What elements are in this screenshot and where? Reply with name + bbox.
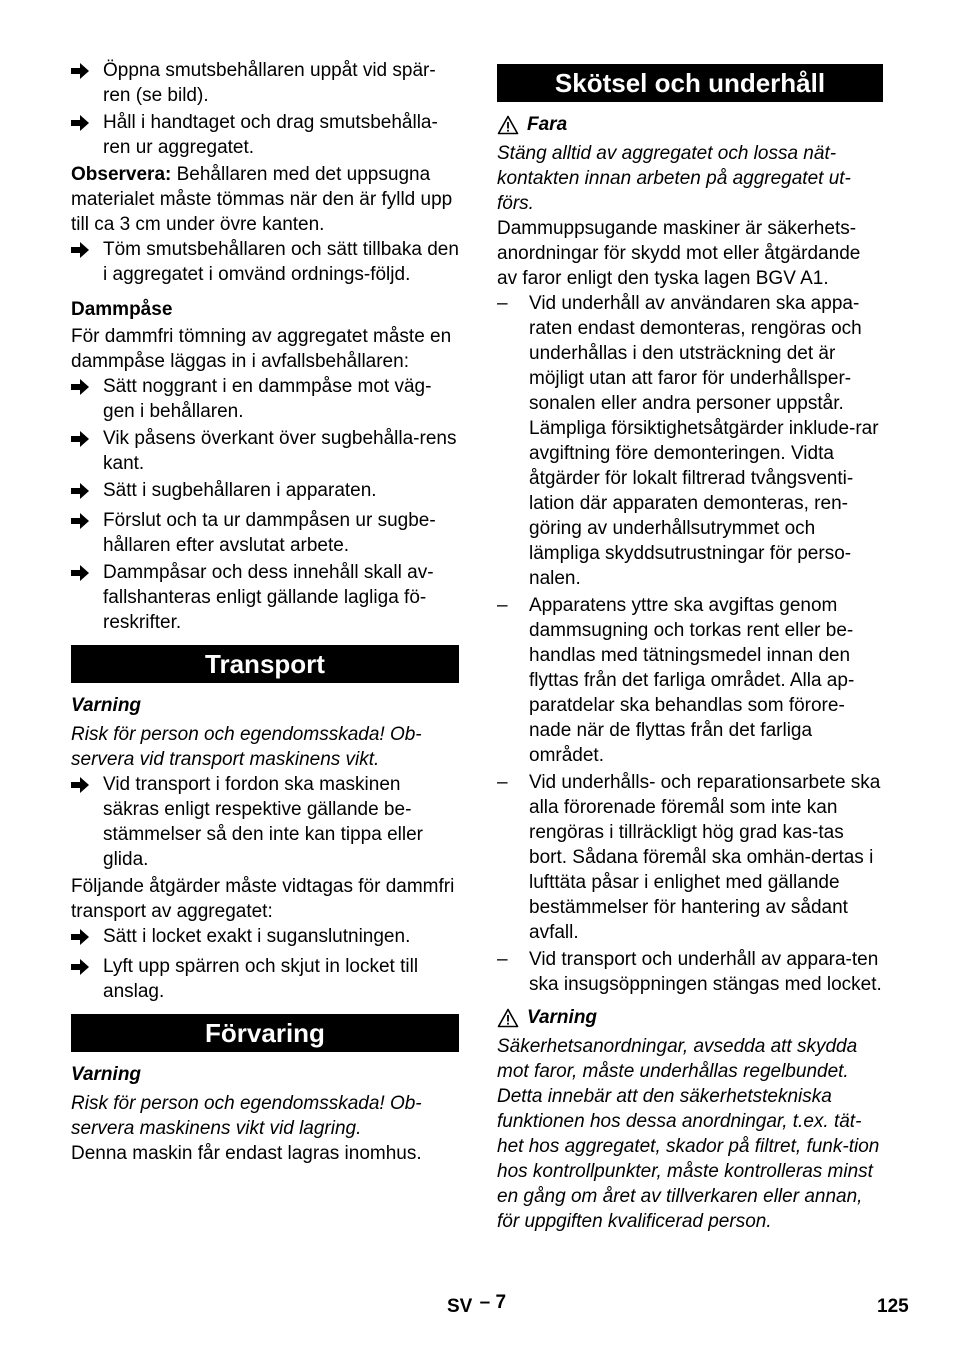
dash-marker: –: [497, 772, 508, 793]
instruction-item: Vik påsens överkant över sugbehålla-rens kant.: [71, 426, 459, 476]
danger-text: Stäng alltid av aggregatet och lossa nät-kontakten innan arbeten på aggregatet ut-förs.: [497, 143, 851, 214]
warning-label: Varning: [71, 695, 142, 716]
footer-section-marker: [447, 1292, 507, 1318]
arrow-right-icon: [71, 478, 103, 506]
arrow-right-icon: [71, 508, 103, 558]
warning-text: Risk för person och egendomsskada! Ob-servera maskinens vikt vid lagring.: [71, 1093, 422, 1139]
arrow-right-icon: [71, 426, 103, 476]
instruction-item: Förslut och ta ur dammpåsen ur sugbe-hållaren efter avslutat arbete.: [71, 508, 459, 558]
instruction-item: Vid transport i fordon ska maskinen säkras enligt respektive gällande be-stämmelser så den inte kan tippa eller glida.: [71, 772, 459, 872]
right-column: [497, 64, 883, 1234]
instruction-item: Håll i handtaget och drag smutsbehålla-ren ur aggregatet.: [71, 110, 459, 160]
left-column: [71, 58, 459, 1166]
warning-triangle-icon: [497, 115, 519, 135]
footer-language: SV: [447, 1296, 473, 1317]
footer-local-page: – 7: [479, 1292, 507, 1313]
dammpase-paragraph: För dammfri tömning av aggregatet måste en dammpåse läggas in i avfallsbehållaren:: [71, 326, 452, 372]
section-title-transport: Transport: [71, 645, 459, 683]
warning-triangle-icon: [497, 1008, 519, 1028]
instruction-item: Dammpåsar och dess innehåll skall av-fallshanteras enligt gällande lagliga fö-reskrifter.: [71, 560, 459, 635]
list-item: – Apparatens yttre ska avgiftas genom dammsugning och torkas rent eller be-handlas med tätningsmedel innan den flyttas från det farliga området. Alla ap-paratdelar ska behandlas som förore-nade när de flyttas från det farliga området.: [497, 595, 855, 766]
subheading-dammpase: Dammpåse: [71, 299, 173, 320]
list-item: – Vid underhålls- och reparationsarbete ska alla förorenade föremål som inte kan rengöras i tillräckligt hög grad kas-tas bort. Sådana föremål ska omhän-dertas i lufttäta påsar i enlighet med gällande bestämmelser för hantering av sådant avfall.: [497, 772, 881, 943]
transport-paragraph: Följande åtgärder måste vidtagas för dammfri transport av aggregatet:: [71, 876, 455, 922]
instruction-item: Sätt i sugbehållaren i apparaten.: [71, 478, 459, 506]
instruction-item: Öppna smutsbehållaren uppåt vid spär-ren (se bild).: [71, 58, 459, 108]
arrow-right-icon: [71, 110, 103, 160]
list-item: – Vid transport och underhåll av appara-ten ska insugsöppningen stängas med locket.: [497, 949, 882, 995]
warning-label: Varning: [527, 1007, 598, 1028]
dash-marker: –: [497, 595, 508, 616]
section-title-forvaring: Förvaring: [71, 1014, 459, 1052]
arrow-right-icon: [71, 772, 103, 872]
arrow-right-icon: [71, 374, 103, 424]
warning-text: Risk för person och egendomsskada! Ob-servera vid transport maskinens vikt.: [71, 724, 422, 770]
page-number: 125: [877, 1296, 909, 1317]
dash-marker: –: [497, 293, 508, 314]
arrow-right-icon: [71, 560, 103, 635]
note-paragraph: Observera: Behållaren med det uppsugna materialet måste tömmas när den är fylld upp till ca 3 cm under övre kanten.: [71, 164, 453, 235]
instruction-item: Lyft upp spärren och skjut in locket till anslag.: [71, 954, 459, 1004]
section-title-skotsel: Skötsel och underhåll: [497, 64, 883, 102]
instruction-item: Sätt i locket exakt i suganslutningen.: [71, 924, 459, 952]
warning-label: Varning: [71, 1064, 142, 1085]
arrow-right-icon: [71, 58, 103, 108]
arrow-right-icon: [71, 237, 103, 287]
arrow-right-icon: [71, 924, 103, 952]
warning-text: Säkerhetsanordningar, avsedda att skydda mot faror, måste underhållas regelbundet. Detta innebär att den säkerhetstekniska funktionen hos dessa anordningar, t.ex. tät-het hos aggregatet, skador på filtret, funk-tion hos kontrollpunkter, måste kontrolleras minst en gång om året av tillverkaren eller annan, för uppgiften kvalificerad person.: [497, 1036, 880, 1232]
dash-marker: –: [497, 949, 508, 970]
warning-heading: [497, 1005, 883, 1030]
intro-paragraph: Dammuppsugande maskiner är säkerhets-anordningar för skydd mot eller åtgärdande av faror enligt den tyska lagen BGV A1.: [497, 218, 861, 289]
instruction-item: Sätt noggrant i en dammpåse mot väg-gen i behållaren.: [71, 374, 459, 424]
danger-label: Fara: [527, 114, 568, 135]
instruction-item: Töm smutsbehållaren och sätt tillbaka den i aggregatet i omvänd ordnings-följd.: [71, 237, 459, 287]
forvaring-paragraph: Denna maskin får endast lagras inomhus.: [71, 1143, 422, 1164]
arrow-right-icon: [71, 954, 103, 1004]
danger-heading: [497, 112, 883, 137]
list-item: – Vid underhåll av användaren ska appa-raten endast demonteras, rengöras och underhållas i den utsträckning det är möjligt utan att faror för underhållsper-sonalen eller andra personer uppstår. Lämpliga försiktighetsåtgärder inklude-rar avgiftning före demonteringen. Vidta åtgärder för lokalt filtrerad tvångsventi-lation där apparaten demonteras, ren-göring av underhållsutrymmet och lämpliga skyddsutrustningar för perso-nalen.: [497, 293, 879, 589]
